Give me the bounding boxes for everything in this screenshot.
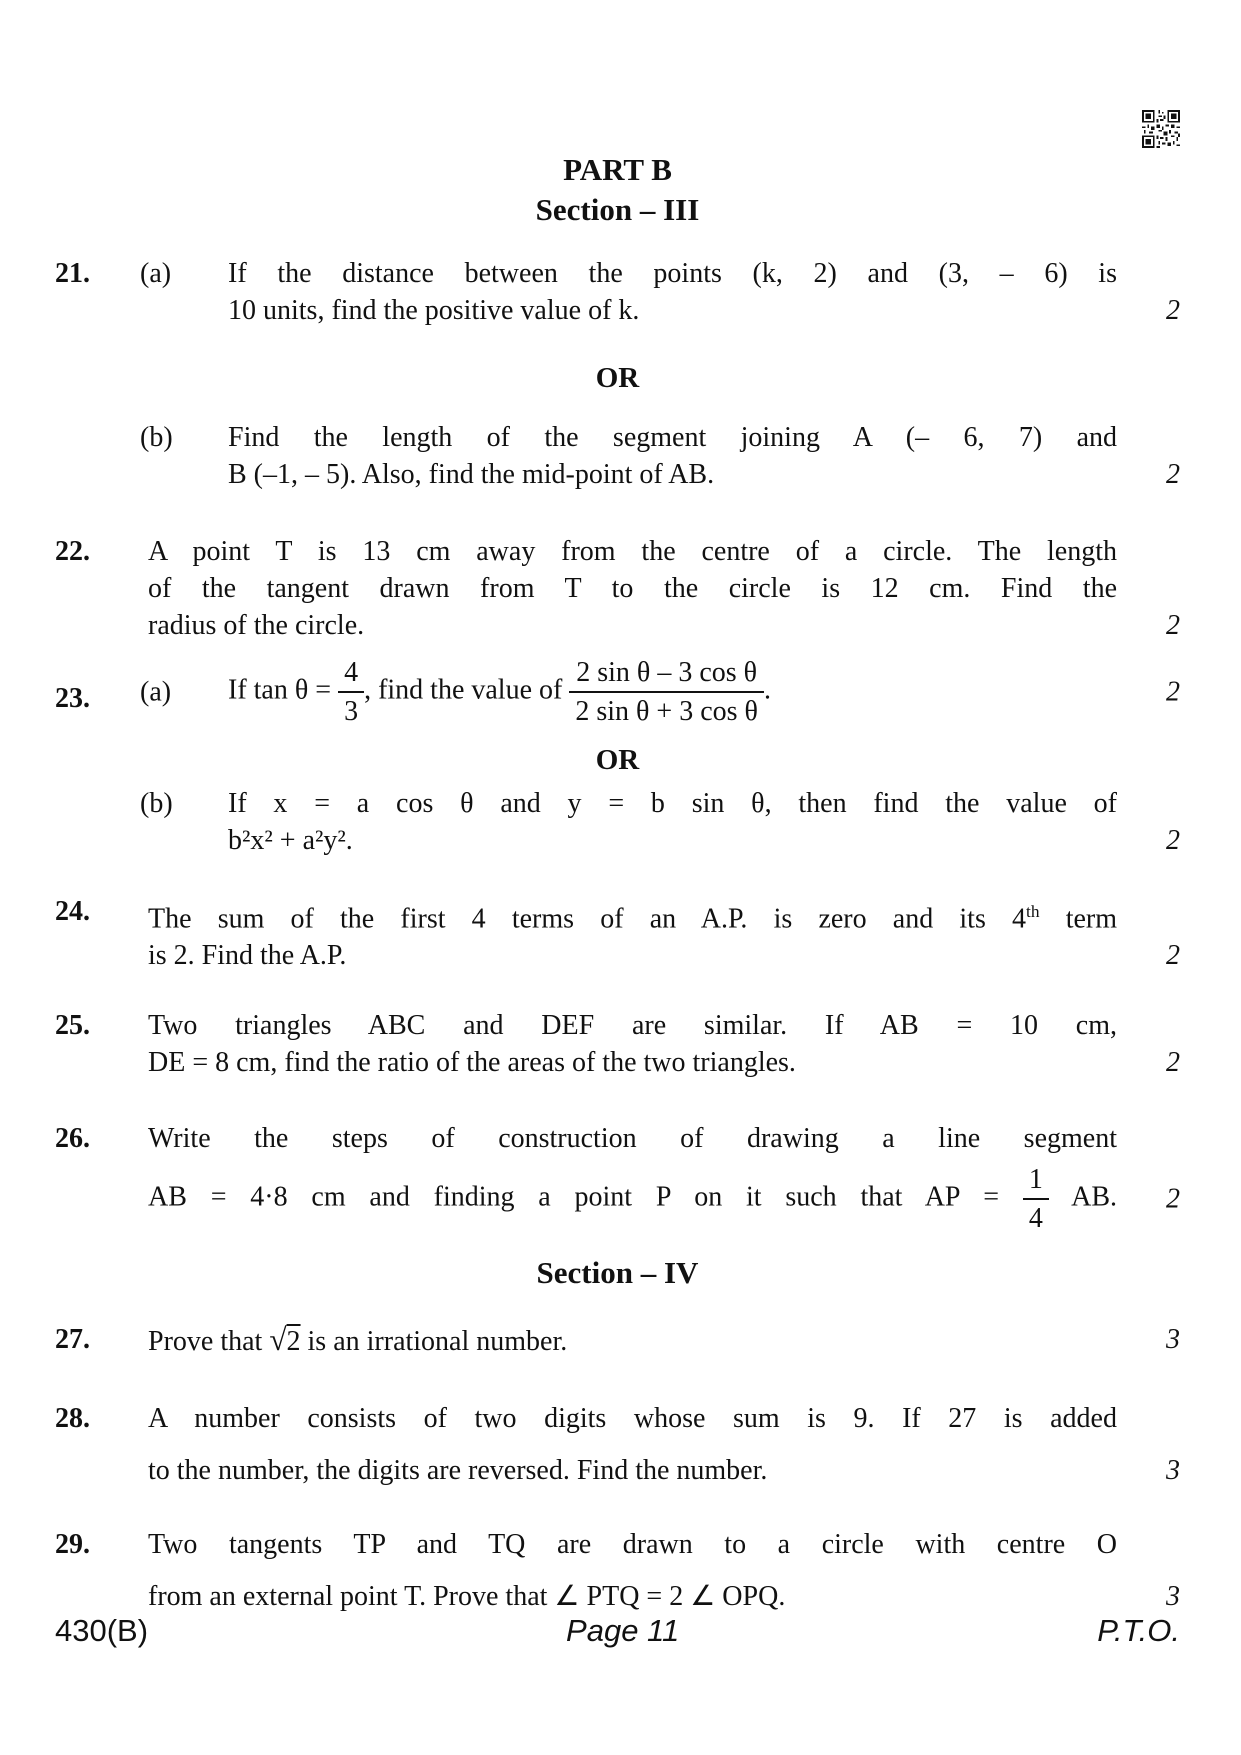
fraction-denominator: 2 sin θ + 3 cos θ bbox=[575, 696, 758, 727]
question-text-line: Two tangents TP and TQ are drawn to a circle with centre O bbox=[148, 1529, 1117, 1561]
question-text-line: Two triangles ABC and DEF are similar. If AB = 10 cm, bbox=[148, 1010, 1117, 1042]
or-separator: OR bbox=[595, 744, 640, 776]
question-23b bbox=[140, 785, 1180, 859]
page-footer bbox=[55, 1612, 1180, 1650]
part-b-label: (b) bbox=[140, 788, 173, 819]
marks: 3 bbox=[1166, 1324, 1180, 1356]
line-text: Prove that bbox=[148, 1326, 263, 1358]
page-number: Page 11 bbox=[566, 1613, 680, 1648]
fraction bbox=[569, 654, 764, 730]
question-text-line: Find the length of the segment joining A (– 6, 7) and bbox=[228, 422, 1117, 453]
line-text: AB = 4·8 cm and finding a point P on it such that AP = bbox=[148, 1181, 1000, 1213]
line-text: b²x² + a²y². bbox=[228, 825, 353, 856]
fraction bbox=[1023, 1161, 1049, 1237]
pto-label: P.T.O. bbox=[1097, 1613, 1180, 1648]
marks: 2 bbox=[1166, 610, 1180, 641]
question-22 bbox=[55, 533, 1180, 644]
marks: 2 bbox=[1166, 1183, 1180, 1215]
superscript: th bbox=[1026, 902, 1040, 921]
fraction-numerator: 4 bbox=[338, 654, 364, 693]
question-text-line bbox=[228, 456, 1180, 493]
question-text-line bbox=[148, 937, 1180, 974]
question-29-text bbox=[148, 1519, 1180, 1623]
line-text: is an irrational number. bbox=[307, 1326, 568, 1358]
question-26-number: 26. bbox=[55, 1123, 90, 1155]
or-separator: OR bbox=[595, 362, 640, 394]
question-24-text bbox=[148, 893, 1180, 974]
question-23-number: 23. bbox=[55, 683, 90, 714]
question-22-number: 22. bbox=[55, 536, 90, 567]
paper-code: 430(B) bbox=[55, 1613, 149, 1648]
question-26-text bbox=[148, 1120, 1180, 1241]
question-27-text bbox=[148, 1321, 1180, 1360]
question-21 bbox=[55, 255, 1180, 493]
line-text: is 2. Find the A.P. bbox=[148, 940, 347, 972]
line-text: radius of the circle. bbox=[148, 610, 365, 641]
part-a-label: (a) bbox=[140, 676, 172, 708]
line-text: to the number, the digits are reversed. Find the number. bbox=[148, 1455, 768, 1487]
fraction-denominator: 4 bbox=[1028, 1203, 1043, 1235]
question-24-number: 24. bbox=[55, 896, 90, 927]
question-21b bbox=[140, 419, 1180, 493]
fraction-numerator: 1 bbox=[1023, 1161, 1049, 1200]
part-b-label: (b) bbox=[140, 422, 173, 453]
question-text-line bbox=[228, 822, 1180, 859]
line-text: 10 units, find the positive value of k. bbox=[228, 295, 640, 326]
question-21-number: 21. bbox=[55, 258, 90, 289]
part-title: PART B bbox=[563, 152, 672, 187]
fraction-denominator: 3 bbox=[344, 696, 359, 727]
question-28-text bbox=[148, 1393, 1180, 1497]
question-29 bbox=[55, 1519, 1180, 1623]
question-text-line bbox=[148, 1044, 1180, 1081]
question-27-number: 27. bbox=[55, 1324, 90, 1356]
question-22-text bbox=[148, 533, 1180, 644]
question-text-line: A point T is 13 cm away from the centre of a circle. The length bbox=[148, 536, 1117, 567]
question-text-line bbox=[148, 893, 1117, 937]
line-text: If tan θ = bbox=[228, 674, 339, 706]
marks: 2 bbox=[1166, 676, 1180, 708]
question-23 bbox=[55, 646, 1180, 859]
question-text-line bbox=[148, 607, 1180, 644]
part-a-label: (a) bbox=[140, 258, 172, 289]
question-23a bbox=[140, 646, 1180, 738]
line-text: , find the value of bbox=[364, 674, 570, 706]
question-text-line bbox=[148, 1157, 1180, 1241]
question-text-line: Write the steps of construction of drawing a line segment bbox=[148, 1123, 1117, 1155]
question-text-line bbox=[148, 1445, 1180, 1497]
marks: 3 bbox=[1166, 1455, 1180, 1487]
line-text: AB. bbox=[1071, 1181, 1117, 1213]
fraction bbox=[338, 654, 364, 730]
marks: 2 bbox=[1166, 940, 1180, 972]
radical-sign: √ bbox=[269, 1322, 287, 1358]
question-text-line bbox=[228, 292, 1180, 329]
section-iv-title: Section – IV bbox=[536, 1255, 699, 1291]
marks: 2 bbox=[1166, 825, 1180, 856]
line-text: . bbox=[763, 674, 771, 706]
question-29-number: 29. bbox=[55, 1529, 90, 1561]
marks: 3 bbox=[1166, 1581, 1180, 1613]
question-text-line: If x = a cos θ and y = b sin θ, then find the value of bbox=[228, 788, 1117, 819]
marks: 2 bbox=[1166, 1047, 1180, 1079]
question-26 bbox=[55, 1120, 1180, 1241]
question-text-line: of the tangent drawn from T to the circle is 12 cm. Find the bbox=[148, 573, 1117, 604]
question-25-number: 25. bbox=[55, 1010, 90, 1042]
radicand: 2 bbox=[286, 1326, 301, 1358]
line-text: The sum of the first 4 terms of an A.P. is zero and its 4 bbox=[148, 903, 1027, 935]
question-25 bbox=[55, 1007, 1180, 1081]
marks: 2 bbox=[1166, 295, 1180, 326]
page-content bbox=[55, 0, 1180, 1648]
line-text: B (–1, – 5). Also, find the mid-point of AB. bbox=[228, 459, 715, 490]
line-text: from an external point T. Prove that ∠ PTQ = 2 ∠ OPQ. bbox=[148, 1581, 786, 1613]
question-28-number: 28. bbox=[55, 1403, 90, 1435]
question-27 bbox=[55, 1321, 1180, 1360]
question-text-line bbox=[148, 1321, 1180, 1360]
square-root-expression bbox=[269, 1322, 301, 1358]
question-21a bbox=[140, 255, 1180, 329]
line-text: DE = 8 cm, find the ratio of the areas of the two triangles. bbox=[148, 1047, 796, 1079]
question-28 bbox=[55, 1393, 1180, 1497]
fraction-numerator: 2 sin θ – 3 cos θ bbox=[569, 654, 764, 693]
marks: 2 bbox=[1166, 459, 1180, 490]
question-24 bbox=[55, 893, 1180, 974]
section-iii-title: Section – III bbox=[535, 192, 700, 227]
question-text-line: If the distance between the points (k, 2) and (3, – 6) is bbox=[228, 258, 1117, 289]
question-25-text bbox=[148, 1007, 1180, 1081]
line-text: term bbox=[1039, 903, 1118, 935]
question-text-line: A number consists of two digits whose sum is 9. If 27 is added bbox=[148, 1403, 1117, 1435]
